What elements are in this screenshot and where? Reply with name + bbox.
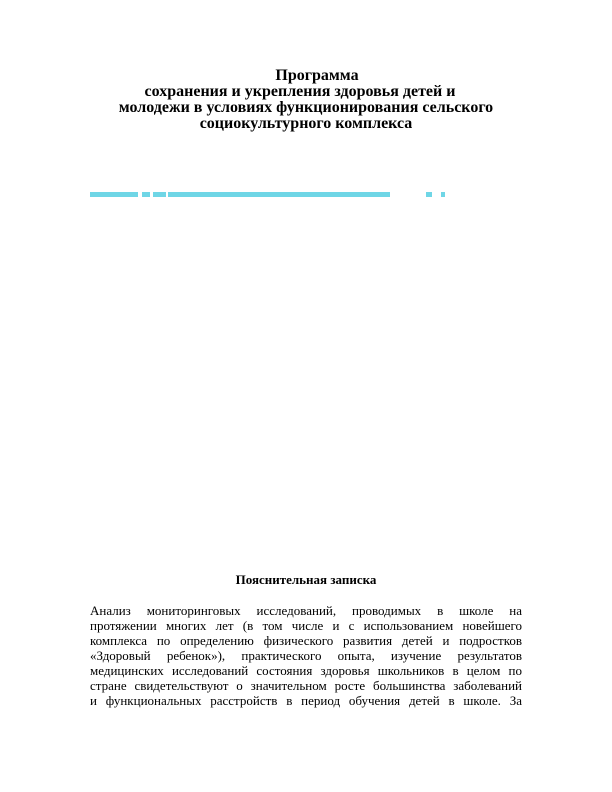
document-title [70, 68, 542, 132]
body-line: и функциональных расстройств в период обучения детей в школе. За [90, 693, 522, 708]
body-line: комплекса по определению физического развития детей и подростков [90, 633, 522, 648]
title-line-1: Программа [275, 67, 359, 84]
decorative-divider [90, 192, 445, 197]
body-line: медицинских исследований состояния здоровья школьников в целом по [90, 663, 522, 678]
section-title: Пояснительная записка [235, 572, 377, 587]
title-line-3: молодежи в условиях функционирования сельского [118, 99, 494, 116]
body-paragraph [90, 603, 522, 708]
body-line: «Здоровый ребенок»), практического опыта, изучение результатов [90, 648, 522, 663]
body-line: Анализ мониторинговых исследований, проводимых в школе на [90, 603, 522, 618]
title-line-4: социокультурного комплекса [199, 115, 413, 132]
body-line: протяжении многих лет (в том числе и с использованием новейшего [90, 618, 522, 633]
title-line-2: сохранения и укрепления здоровья детей и [144, 83, 456, 100]
body-line: стране свидетельствуют о значительном росте большинства заболеваний [90, 678, 522, 693]
